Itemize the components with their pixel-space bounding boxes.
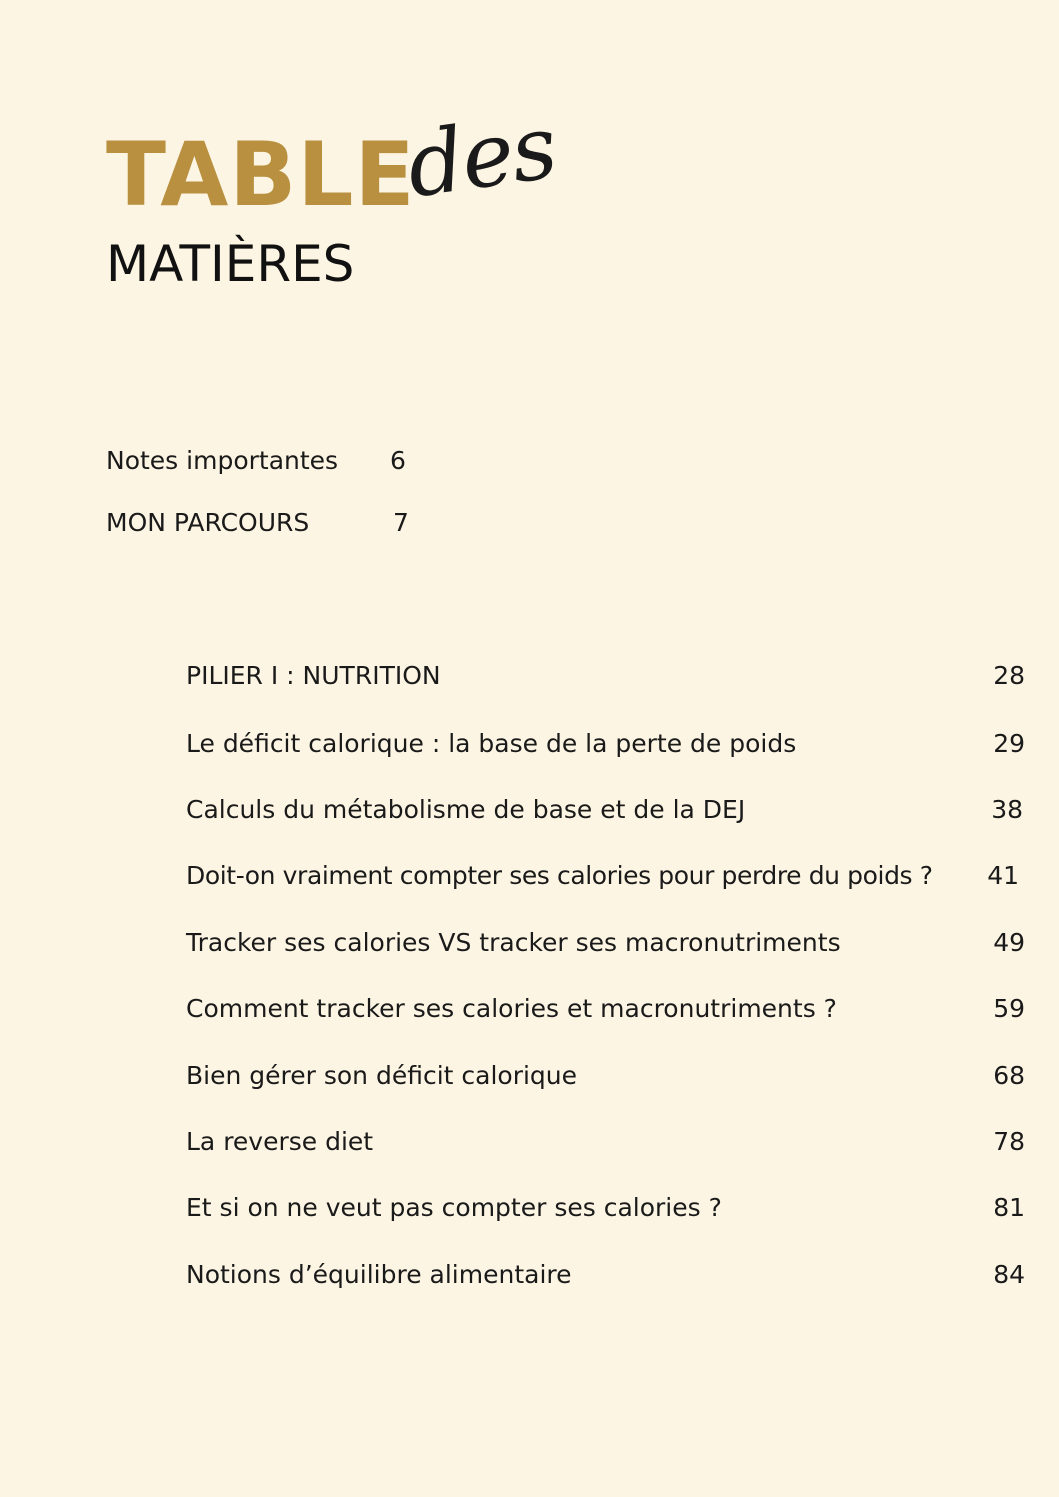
toc-entry-page: 84	[993, 1260, 1025, 1289]
toc-entry-label: Notions d’équilibre alimentaire	[186, 1260, 572, 1289]
toc-entry-page: 28	[993, 661, 1025, 690]
toc-entry-label: Le déficit calorique : la base de la perte de poids	[186, 729, 797, 758]
toc-entry-label: Tracker ses calories VS tracker ses macronutriments	[186, 928, 841, 957]
toc-entry-page: 49	[993, 928, 1025, 957]
toc-entry-label: PILIER I : NUTRITION	[186, 661, 441, 690]
toc-entry-page: 41	[987, 861, 1019, 890]
toc-top-label-parcours: MON PARCOURS	[106, 508, 310, 537]
toc-entry-page: 59	[993, 994, 1025, 1023]
toc-entry-page: 38	[991, 795, 1023, 824]
toc-entry-label: Comment tracker ses calories et macronutriments ?	[186, 994, 837, 1023]
toc-top-label-notes: Notes importantes	[106, 446, 339, 475]
toc-entry-label: Calculs du métabolisme de base et de la DEJ	[186, 795, 746, 824]
toc-entry-page: 68	[993, 1061, 1025, 1090]
toc-top-page-notes: 6	[390, 446, 406, 475]
title-des-script: des	[400, 94, 562, 218]
toc-entry-page: 29	[993, 729, 1025, 758]
title-table: TABLE	[106, 123, 416, 226]
toc-entry-page: 81	[993, 1193, 1025, 1222]
title-matieres: MATIÈRES	[106, 235, 355, 293]
toc-entry-label: Bien gérer son déficit calorique	[186, 1061, 578, 1090]
toc-entry-label: La reverse diet	[186, 1127, 374, 1156]
toc-top-page-parcours: 7	[393, 508, 409, 537]
toc-entry-label: Doit-on vraiment compter ses calories pour perdre du poids ?	[186, 861, 933, 890]
toc-entry-label: Et si on ne veut pas compter ses calories ?	[186, 1193, 722, 1222]
toc-entry-page: 78	[993, 1127, 1025, 1156]
